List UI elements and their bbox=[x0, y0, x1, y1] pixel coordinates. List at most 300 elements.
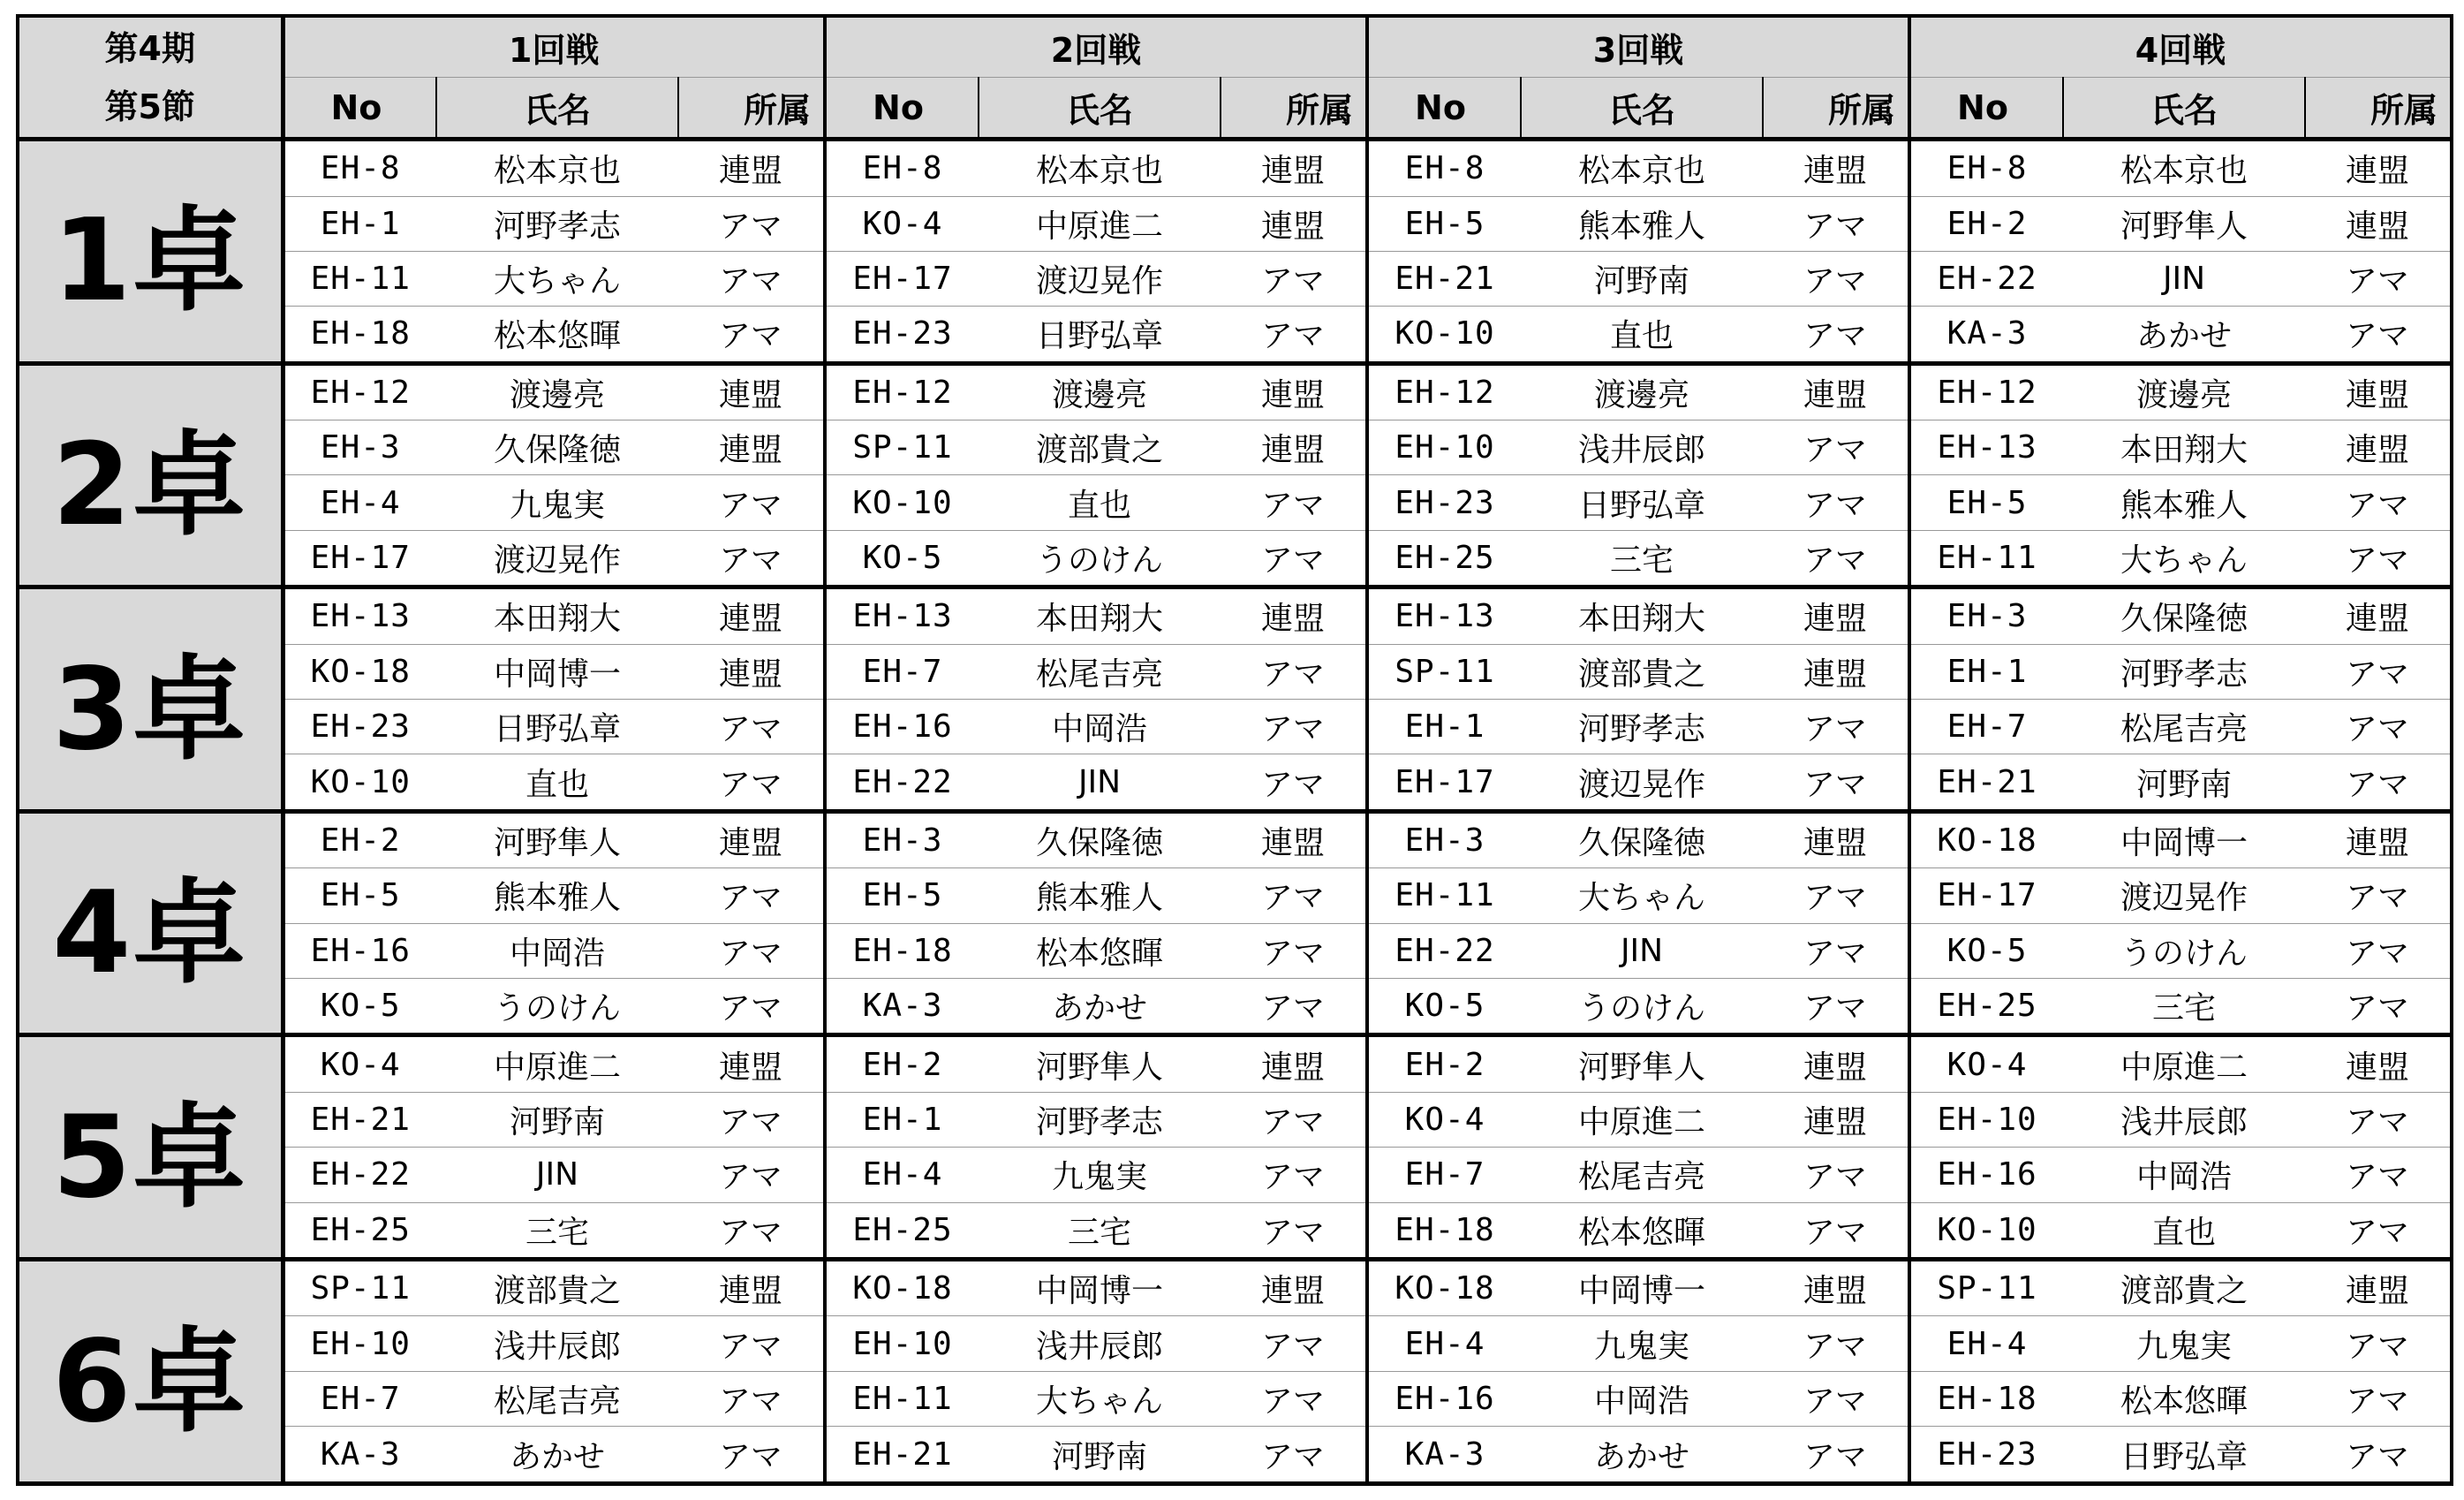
player-name: 直也 bbox=[436, 754, 678, 811]
player-no: EH-8 bbox=[283, 140, 436, 196]
player-name: 熊本雅人 bbox=[1521, 196, 1763, 251]
player-no: EH-22 bbox=[1367, 923, 1521, 978]
player-no: EH-7 bbox=[1367, 1148, 1521, 1202]
player-name: 直也 bbox=[979, 475, 1221, 530]
player-name: 河野南 bbox=[2063, 754, 2305, 811]
player-name: うのけん bbox=[979, 530, 1221, 587]
player-no: EH-25 bbox=[1367, 530, 1521, 587]
player-affiliation: アマ bbox=[2305, 700, 2452, 754]
player-name: 河野南 bbox=[979, 1427, 1221, 1484]
player-name: 日野弘章 bbox=[1521, 475, 1763, 530]
player-affiliation: アマ bbox=[1221, 475, 1367, 530]
player-name: あかせ bbox=[2063, 307, 2305, 363]
player-no: EH-5 bbox=[283, 868, 436, 923]
player-affiliation: アマ bbox=[1763, 700, 1909, 754]
player-no: EH-7 bbox=[825, 644, 979, 699]
player-no: EH-21 bbox=[283, 1092, 436, 1147]
table-row bbox=[18, 1202, 2452, 1259]
player-affiliation: アマ bbox=[678, 1427, 825, 1484]
player-affiliation: アマ bbox=[1763, 1316, 1909, 1371]
player-no: EH-12 bbox=[825, 363, 979, 420]
player-affiliation: アマ bbox=[2305, 868, 2452, 923]
player-name: JIN bbox=[1521, 923, 1763, 978]
player-no: KO-5 bbox=[1367, 979, 1521, 1035]
player-no: EH-5 bbox=[825, 868, 979, 923]
player-affiliation: 連盟 bbox=[1221, 1260, 1367, 1316]
table-row bbox=[18, 1148, 2452, 1202]
table-row bbox=[18, 754, 2452, 811]
player-affiliation: アマ bbox=[678, 307, 825, 363]
player-affiliation: アマ bbox=[1763, 1371, 1909, 1426]
player-name: 中原進二 bbox=[1521, 1092, 1763, 1147]
player-no: EH-10 bbox=[1367, 420, 1521, 475]
player-name: 渡部貴之 bbox=[1521, 644, 1763, 699]
player-name: 中原進二 bbox=[436, 1035, 678, 1092]
player-no: EH-10 bbox=[825, 1316, 979, 1371]
player-name: 九鬼実 bbox=[1521, 1316, 1763, 1371]
player-affiliation: 連盟 bbox=[1221, 420, 1367, 475]
col-name-header: 氏名 bbox=[436, 78, 678, 140]
player-no: EH-18 bbox=[1909, 1371, 2063, 1426]
player-affiliation: アマ bbox=[678, 754, 825, 811]
player-affiliation: アマ bbox=[2305, 251, 2452, 306]
player-affiliation: アマ bbox=[2305, 530, 2452, 587]
player-affiliation: アマ bbox=[678, 1092, 825, 1147]
player-affiliation: アマ bbox=[1763, 307, 1909, 363]
player-name: 直也 bbox=[2063, 1202, 2305, 1259]
player-name: 浅井辰郎 bbox=[2063, 1092, 2305, 1147]
table-row bbox=[18, 251, 2452, 306]
player-no: EH-21 bbox=[1367, 251, 1521, 306]
player-no: EH-23 bbox=[283, 700, 436, 754]
player-no: EH-3 bbox=[1367, 811, 1521, 867]
round-3-title: 3回戦 bbox=[1367, 16, 1909, 78]
player-name: 日野弘章 bbox=[2063, 1427, 2305, 1484]
player-affiliation: アマ bbox=[2305, 979, 2452, 1035]
player-name: あかせ bbox=[436, 1427, 678, 1484]
player-name: 渡邊亮 bbox=[436, 363, 678, 420]
player-no: KO-10 bbox=[283, 754, 436, 811]
player-name: 松本京也 bbox=[979, 140, 1221, 196]
player-affiliation: アマ bbox=[678, 1316, 825, 1371]
round-1-title: 1回戦 bbox=[283, 16, 825, 78]
player-no: EH-17 bbox=[825, 251, 979, 306]
table-label: 5卓 bbox=[18, 1035, 283, 1260]
player-affiliation: 連盟 bbox=[1763, 1260, 1909, 1316]
player-no: EH-3 bbox=[1909, 587, 2063, 644]
col-no-header: No bbox=[825, 78, 979, 140]
player-name: 熊本雅人 bbox=[2063, 475, 2305, 530]
player-no: SP-11 bbox=[1367, 644, 1521, 699]
player-name: 本田翔大 bbox=[979, 587, 1221, 644]
player-affiliation: アマ bbox=[1763, 868, 1909, 923]
player-affiliation: 連盟 bbox=[678, 363, 825, 420]
player-name: 三宅 bbox=[2063, 979, 2305, 1035]
col-name-header: 氏名 bbox=[1521, 78, 1763, 140]
table-label: 6卓 bbox=[18, 1260, 283, 1484]
player-no: EH-2 bbox=[1367, 1035, 1521, 1092]
player-name: 渡部貴之 bbox=[2063, 1260, 2305, 1316]
player-affiliation: アマ bbox=[1763, 1148, 1909, 1202]
player-name: 三宅 bbox=[1521, 530, 1763, 587]
table-row bbox=[18, 475, 2452, 530]
player-name: 松尾吉亮 bbox=[436, 1371, 678, 1426]
table-row bbox=[18, 420, 2452, 475]
player-affiliation: 連盟 bbox=[1221, 811, 1367, 867]
player-affiliation: 連盟 bbox=[2305, 587, 2452, 644]
player-affiliation: アマ bbox=[1763, 420, 1909, 475]
table-row bbox=[18, 644, 2452, 699]
player-affiliation: 連盟 bbox=[2305, 811, 2452, 867]
player-name: 久保隆徳 bbox=[979, 811, 1221, 867]
player-affiliation: 連盟 bbox=[1763, 811, 1909, 867]
table-row bbox=[18, 530, 2452, 587]
player-no: EH-21 bbox=[1909, 754, 2063, 811]
player-name: 三宅 bbox=[436, 1202, 678, 1259]
player-name: 久保隆徳 bbox=[436, 420, 678, 475]
season-label: 第4期 bbox=[104, 28, 195, 68]
player-no: SP-11 bbox=[825, 420, 979, 475]
section-label: 第5節 bbox=[104, 87, 195, 126]
player-name: 松本悠暉 bbox=[2063, 1371, 2305, 1426]
player-no: EH-10 bbox=[283, 1316, 436, 1371]
player-name: 河野孝志 bbox=[2063, 644, 2305, 699]
player-affiliation: アマ bbox=[1221, 251, 1367, 306]
player-no: EH-11 bbox=[1909, 530, 2063, 587]
table-row bbox=[18, 979, 2452, 1035]
player-no: KO-5 bbox=[283, 979, 436, 1035]
player-affiliation: 連盟 bbox=[2305, 1260, 2452, 1316]
player-affiliation: アマ bbox=[1221, 979, 1367, 1035]
table-row bbox=[18, 811, 2452, 867]
player-no: EH-17 bbox=[1909, 868, 2063, 923]
player-no: KO-4 bbox=[283, 1035, 436, 1092]
table-row bbox=[18, 1316, 2452, 1371]
player-name: 河野南 bbox=[436, 1092, 678, 1147]
player-no: EH-8 bbox=[825, 140, 979, 196]
player-no: EH-8 bbox=[1367, 140, 1521, 196]
player-affiliation: 連盟 bbox=[1221, 1035, 1367, 1092]
player-affiliation: 連盟 bbox=[678, 1260, 825, 1316]
player-no: EH-4 bbox=[1367, 1316, 1521, 1371]
player-no: EH-18 bbox=[1367, 1202, 1521, 1259]
player-affiliation: アマ bbox=[1763, 251, 1909, 306]
player-affiliation: 連盟 bbox=[678, 420, 825, 475]
player-affiliation: アマ bbox=[1221, 700, 1367, 754]
player-no: EH-2 bbox=[1909, 196, 2063, 251]
player-name: JIN bbox=[436, 1148, 678, 1202]
player-no: EH-10 bbox=[1909, 1092, 2063, 1147]
player-name: JIN bbox=[2063, 251, 2305, 306]
col-name-header: 氏名 bbox=[2063, 78, 2305, 140]
table-row bbox=[18, 307, 2452, 363]
player-name: 河野孝志 bbox=[1521, 700, 1763, 754]
player-no: KO-10 bbox=[1909, 1202, 2063, 1259]
table-row bbox=[18, 868, 2452, 923]
player-affiliation: アマ bbox=[1763, 923, 1909, 978]
player-affiliation: アマ bbox=[2305, 1427, 2452, 1484]
player-affiliation: アマ bbox=[678, 196, 825, 251]
player-name: 日野弘章 bbox=[979, 307, 1221, 363]
player-no: SP-11 bbox=[1909, 1260, 2063, 1316]
player-no: EH-16 bbox=[1367, 1371, 1521, 1426]
player-name: 九鬼実 bbox=[979, 1148, 1221, 1202]
player-no: KA-3 bbox=[1909, 307, 2063, 363]
player-no: EH-13 bbox=[283, 587, 436, 644]
player-no: EH-4 bbox=[825, 1148, 979, 1202]
player-affiliation: アマ bbox=[2305, 1202, 2452, 1259]
player-affiliation: アマ bbox=[1763, 1202, 1909, 1259]
player-name: 直也 bbox=[1521, 307, 1763, 363]
player-no: EH-13 bbox=[1909, 420, 2063, 475]
player-no: EH-25 bbox=[283, 1202, 436, 1259]
player-no: EH-11 bbox=[1367, 868, 1521, 923]
player-name: 本田翔大 bbox=[2063, 420, 2305, 475]
player-name: 河野隼人 bbox=[436, 811, 678, 867]
player-no: EH-3 bbox=[283, 420, 436, 475]
player-affiliation: アマ bbox=[2305, 923, 2452, 978]
player-affiliation: 連盟 bbox=[1763, 587, 1909, 644]
player-name: 松本悠暉 bbox=[1521, 1202, 1763, 1259]
player-affiliation: アマ bbox=[1221, 923, 1367, 978]
col-affiliation-header: 所属 bbox=[678, 78, 825, 140]
player-affiliation: アマ bbox=[2305, 644, 2452, 699]
player-affiliation: アマ bbox=[2305, 1148, 2452, 1202]
col-name-header: 氏名 bbox=[979, 78, 1221, 140]
player-name: 河野隼人 bbox=[979, 1035, 1221, 1092]
player-name: 中岡浩 bbox=[2063, 1148, 2305, 1202]
player-affiliation: アマ bbox=[678, 1202, 825, 1259]
player-affiliation: 連盟 bbox=[1221, 587, 1367, 644]
table-row bbox=[18, 1260, 2452, 1316]
player-no: EH-18 bbox=[825, 923, 979, 978]
header-row-rounds bbox=[18, 16, 2452, 78]
player-name: あかせ bbox=[979, 979, 1221, 1035]
player-no: KA-3 bbox=[1367, 1427, 1521, 1484]
table-row bbox=[18, 1427, 2452, 1484]
player-no: EH-2 bbox=[825, 1035, 979, 1092]
player-no: EH-1 bbox=[1909, 644, 2063, 699]
player-affiliation: 連盟 bbox=[1221, 363, 1367, 420]
player-no: KO-18 bbox=[1909, 811, 2063, 867]
player-affiliation: 連盟 bbox=[2305, 420, 2452, 475]
player-affiliation: 連盟 bbox=[1763, 644, 1909, 699]
player-affiliation: アマ bbox=[2305, 1092, 2452, 1147]
player-no: SP-11 bbox=[283, 1260, 436, 1316]
player-name: 九鬼実 bbox=[436, 475, 678, 530]
col-affiliation-header: 所属 bbox=[1221, 78, 1367, 140]
player-no: EH-22 bbox=[1909, 251, 2063, 306]
player-no: EH-11 bbox=[825, 1371, 979, 1426]
table-label: 4卓 bbox=[18, 811, 283, 1035]
player-affiliation: 連盟 bbox=[678, 140, 825, 196]
player-no: EH-1 bbox=[283, 196, 436, 251]
table-row bbox=[18, 587, 2452, 644]
player-no: EH-25 bbox=[1909, 979, 2063, 1035]
player-no: EH-5 bbox=[1909, 475, 2063, 530]
player-no: KO-18 bbox=[1367, 1260, 1521, 1316]
player-name: 松本京也 bbox=[2063, 140, 2305, 196]
player-name: 中岡博一 bbox=[2063, 811, 2305, 867]
player-name: 中岡浩 bbox=[979, 700, 1221, 754]
player-affiliation: アマ bbox=[1763, 475, 1909, 530]
player-name: 渡邊亮 bbox=[979, 363, 1221, 420]
player-no: EH-7 bbox=[1909, 700, 2063, 754]
player-no: KO-5 bbox=[825, 530, 979, 587]
player-affiliation: アマ bbox=[1221, 1371, 1367, 1426]
player-no: EH-16 bbox=[825, 700, 979, 754]
player-no: EH-23 bbox=[825, 307, 979, 363]
player-no: EH-4 bbox=[1909, 1316, 2063, 1371]
player-name: 大ちゃん bbox=[979, 1371, 1221, 1426]
player-affiliation: アマ bbox=[678, 923, 825, 978]
player-name: うのけん bbox=[2063, 923, 2305, 978]
player-affiliation: アマ bbox=[1763, 196, 1909, 251]
player-affiliation: アマ bbox=[1221, 1202, 1367, 1259]
player-no: EH-2 bbox=[283, 811, 436, 867]
col-no-header: No bbox=[1367, 78, 1521, 140]
player-affiliation: 連盟 bbox=[1763, 1035, 1909, 1092]
player-affiliation: アマ bbox=[2305, 475, 2452, 530]
player-name: 松本京也 bbox=[436, 140, 678, 196]
player-affiliation: アマ bbox=[1221, 1148, 1367, 1202]
player-name: 中岡浩 bbox=[436, 923, 678, 978]
player-affiliation: 連盟 bbox=[1763, 140, 1909, 196]
col-affiliation-header: 所属 bbox=[2305, 78, 2452, 140]
player-name: 渡辺晃作 bbox=[2063, 868, 2305, 923]
player-name: 渡辺晃作 bbox=[1521, 754, 1763, 811]
player-affiliation: アマ bbox=[2305, 1316, 2452, 1371]
player-name: 河野隼人 bbox=[1521, 1035, 1763, 1092]
player-name: 渡部貴之 bbox=[436, 1260, 678, 1316]
player-affiliation: 連盟 bbox=[2305, 363, 2452, 420]
player-name: 浅井辰郎 bbox=[436, 1316, 678, 1371]
player-no: EH-8 bbox=[1909, 140, 2063, 196]
player-name: 熊本雅人 bbox=[436, 868, 678, 923]
table-row bbox=[18, 700, 2452, 754]
player-name: 中原進二 bbox=[2063, 1035, 2305, 1092]
player-no: EH-23 bbox=[1909, 1427, 2063, 1484]
player-name: 大ちゃん bbox=[436, 251, 678, 306]
table-row bbox=[18, 363, 2452, 420]
player-no: KA-3 bbox=[825, 979, 979, 1035]
col-no-header: No bbox=[283, 78, 436, 140]
player-name: 本田翔大 bbox=[436, 587, 678, 644]
player-no: KO-4 bbox=[1367, 1092, 1521, 1147]
player-affiliation: 連盟 bbox=[2305, 1035, 2452, 1092]
table-label: 2卓 bbox=[18, 363, 283, 587]
player-no: EH-3 bbox=[825, 811, 979, 867]
player-affiliation: 連盟 bbox=[678, 811, 825, 867]
player-no: EH-22 bbox=[825, 754, 979, 811]
table-row bbox=[18, 1035, 2452, 1092]
player-affiliation: アマ bbox=[1763, 754, 1909, 811]
player-affiliation: 連盟 bbox=[1221, 140, 1367, 196]
player-affiliation: アマ bbox=[2305, 754, 2452, 811]
table-row bbox=[18, 1371, 2452, 1426]
player-name: 中岡博一 bbox=[979, 1260, 1221, 1316]
player-name: 松尾吉亮 bbox=[1521, 1148, 1763, 1202]
col-no-header: No bbox=[1909, 78, 2063, 140]
player-affiliation: アマ bbox=[1221, 644, 1367, 699]
player-no: EH-11 bbox=[283, 251, 436, 306]
player-no: EH-21 bbox=[825, 1427, 979, 1484]
header-row-columns bbox=[18, 78, 2452, 140]
player-affiliation: アマ bbox=[1221, 307, 1367, 363]
player-name: 熊本雅人 bbox=[979, 868, 1221, 923]
player-name: 日野弘章 bbox=[436, 700, 678, 754]
player-affiliation: アマ bbox=[1221, 1092, 1367, 1147]
player-affiliation: アマ bbox=[1763, 1427, 1909, 1484]
player-name: 松本悠暉 bbox=[979, 923, 1221, 978]
player-name: 渡辺晃作 bbox=[436, 530, 678, 587]
player-no: EH-16 bbox=[1909, 1148, 2063, 1202]
player-affiliation: アマ bbox=[678, 530, 825, 587]
player-affiliation: 連盟 bbox=[678, 587, 825, 644]
player-name: 中岡博一 bbox=[436, 644, 678, 699]
player-name: 松本悠暉 bbox=[436, 307, 678, 363]
player-name: 久保隆徳 bbox=[1521, 811, 1763, 867]
table-label: 3卓 bbox=[18, 587, 283, 812]
player-affiliation: アマ bbox=[1221, 1316, 1367, 1371]
player-name: うのけん bbox=[436, 979, 678, 1035]
player-no: EH-12 bbox=[1909, 363, 2063, 420]
player-no: EH-5 bbox=[1367, 196, 1521, 251]
player-name: 大ちゃん bbox=[2063, 530, 2305, 587]
player-affiliation: アマ bbox=[1763, 979, 1909, 1035]
player-no: KO-18 bbox=[825, 1260, 979, 1316]
player-name: 中岡浩 bbox=[1521, 1371, 1763, 1426]
player-no: EH-23 bbox=[1367, 475, 1521, 530]
player-name: 中原進二 bbox=[979, 196, 1221, 251]
player-affiliation: 連盟 bbox=[1763, 1092, 1909, 1147]
player-affiliation: アマ bbox=[1221, 1427, 1367, 1484]
table-row bbox=[18, 1092, 2452, 1147]
player-affiliation: 連盟 bbox=[2305, 196, 2452, 251]
player-name: 松本京也 bbox=[1521, 140, 1763, 196]
player-affiliation: アマ bbox=[2305, 1371, 2452, 1426]
player-name: 渡辺晃作 bbox=[979, 251, 1221, 306]
schedule-table bbox=[16, 14, 2453, 1486]
player-name: JIN bbox=[979, 754, 1221, 811]
player-name: 河野孝志 bbox=[436, 196, 678, 251]
player-no: KO-18 bbox=[283, 644, 436, 699]
player-no: EH-18 bbox=[283, 307, 436, 363]
player-name: うのけん bbox=[1521, 979, 1763, 1035]
player-name: 渡邊亮 bbox=[1521, 363, 1763, 420]
player-name: 久保隆徳 bbox=[2063, 587, 2305, 644]
table-row bbox=[18, 196, 2452, 251]
player-affiliation: 連盟 bbox=[678, 644, 825, 699]
player-no: EH-25 bbox=[825, 1202, 979, 1259]
player-name: 本田翔大 bbox=[1521, 587, 1763, 644]
player-affiliation: アマ bbox=[678, 979, 825, 1035]
table-row bbox=[18, 140, 2452, 196]
player-affiliation: 連盟 bbox=[1763, 363, 1909, 420]
player-no: KA-3 bbox=[283, 1427, 436, 1484]
player-affiliation: アマ bbox=[678, 868, 825, 923]
player-name: 浅井辰郎 bbox=[1521, 420, 1763, 475]
player-name: 渡邊亮 bbox=[2063, 363, 2305, 420]
player-name: 河野孝志 bbox=[979, 1092, 1221, 1147]
player-name: 九鬼実 bbox=[2063, 1316, 2305, 1371]
player-no: EH-1 bbox=[1367, 700, 1521, 754]
player-no: EH-17 bbox=[283, 530, 436, 587]
player-affiliation: アマ bbox=[678, 475, 825, 530]
player-no: EH-22 bbox=[283, 1148, 436, 1202]
player-affiliation: アマ bbox=[678, 1371, 825, 1426]
player-name: 中岡博一 bbox=[1521, 1260, 1763, 1316]
